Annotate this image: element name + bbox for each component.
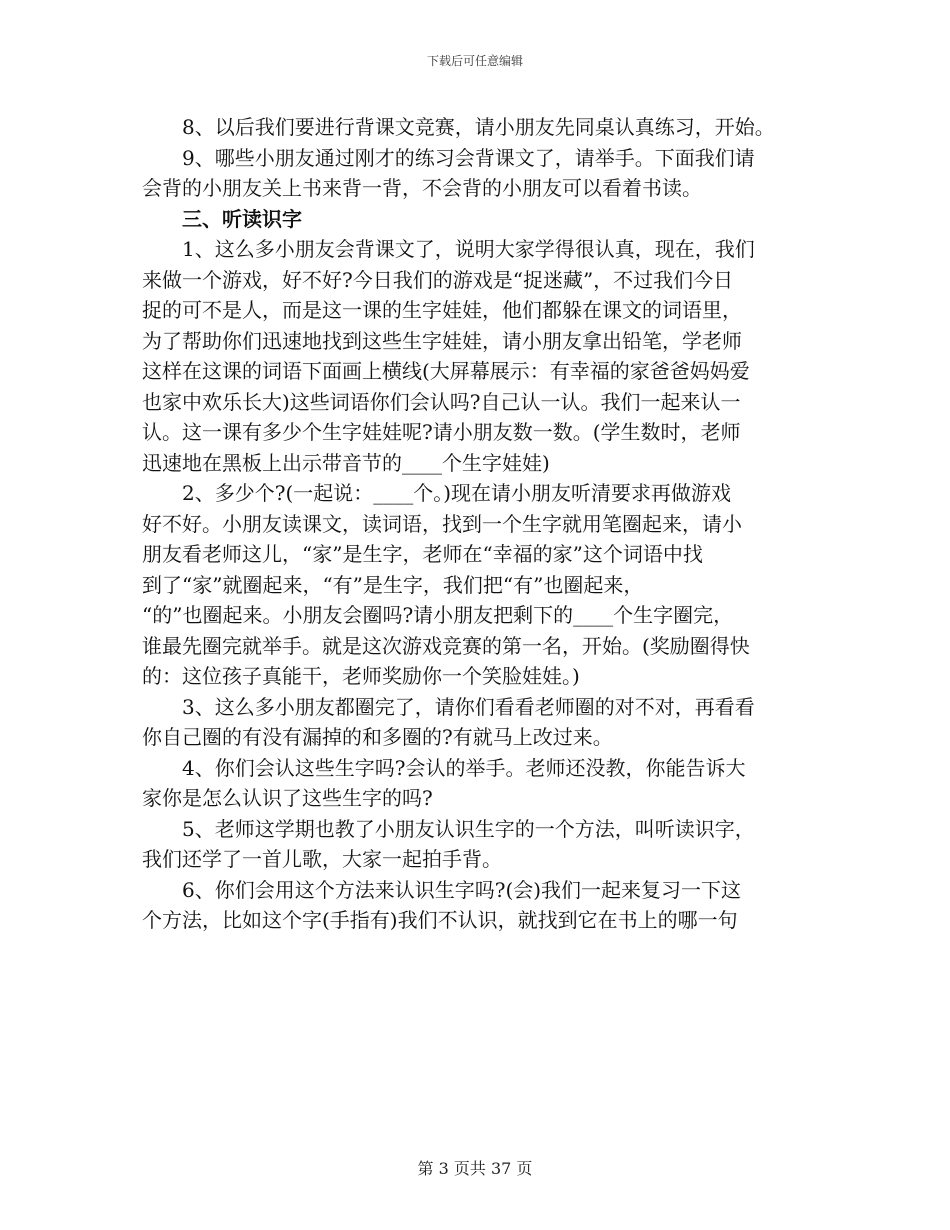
text-line: 来做一个游戏，好不好?今日我们的游戏是“捉迷藏”，不过我们今日 (142, 267, 734, 292)
text-line: 迅速地在黑板上出示带音节的____个生字娃娃) (142, 450, 550, 475)
text-line: 这样在这课的词语下面画上横线(大屏幕展示：有幸福的家爸爸妈妈爱 (142, 359, 750, 383)
text-line: 谁最先圈完就举手。就是这次游戏竞赛的第一名，开始。(奖励圈得快 (142, 633, 750, 658)
text-line: “的”也圈起来。小朋友会圈吗?请小朋友把剩下的____个生字圈完， (142, 603, 734, 627)
section-heading: 三、听读识字 (142, 206, 302, 231)
text-line: 个方法，比如这个字(手指有)我们不认识，就找到它在书上的哪一句 (142, 908, 738, 932)
document-body (142, 112, 842, 936)
text-line: 的：这位孩子真能干，老师奖励你一个笑脸娃娃。) (142, 664, 580, 688)
text-line: 3、这么多小朋友都圈完了，请你们看看老师圈的对不对，再看看 (142, 694, 755, 719)
text-line: 朋友看老师这儿，“家”是生字，老师在“幸福的家”这个词语中找 (142, 542, 703, 566)
text-line: 为了帮助你们迅速地找到这些生字娃娃，请小朋友拿出铅笔，学老师 (142, 328, 742, 353)
text-line: 8、以后我们要进行背课文竞赛，请小朋友先同桌认真练习，开始。 (142, 115, 775, 139)
text-line: 家你是怎么认识了这些生字的吗? (142, 786, 433, 810)
text-line: 捉的可不是人，而是这一课的生字娃娃，他们都躲在课文的词语里， (142, 298, 742, 322)
text-line: 你自己圈的有没有漏掉的和多圈的?有就马上改过来。 (142, 725, 613, 749)
text-line: 4、你们会认这些生字吗?会认的举手。老师还没教，你能告诉大 (142, 755, 746, 780)
text-line: 好不好。小朋友读课文，读词语，找到一个生字就用笔圈起来，请小 (142, 511, 742, 536)
text-line: 2、多少个?(一起说：____个。)现在请小朋友听清要求再做游戏 (142, 481, 732, 505)
text-line: 我们还学了一首儿歌，大家一起拍手背。 (142, 847, 502, 871)
text-line: 认。这一课有多少个生字娃娃呢?请小朋友数一数。(学生数时，老师 (142, 420, 741, 444)
text-line: 5、老师这学期也教了小朋友认识生字的一个方法，叫听读识字， (142, 816, 755, 841)
text-line: 1、这么多小朋友会背课文了，说明大家学得很认真，现在，我们 (142, 237, 755, 261)
text-line: 9、哪些小朋友通过刚才的练习会背课文了，请举手。下面我们请 (142, 145, 755, 170)
text-line: 6、你们会用这个方法来认识生字吗?(会)我们一起来复习一下这 (142, 877, 742, 902)
text-line: 会背的小朋友关上书来背一背，不会背的小朋友可以看着书读。 (142, 176, 702, 200)
page-number: 第 3 页共 37 页 (417, 1159, 533, 1178)
page-header: 下载后可任意编辑 (426, 54, 523, 68)
text-line: 到了“家”就圈起来，“有”是生字，我们把“有”也圈起来， (142, 572, 644, 597)
text-line: 也家中欢乐长大)这些词语你们会认吗?自己认一认。我们一起来认一 (142, 389, 741, 414)
